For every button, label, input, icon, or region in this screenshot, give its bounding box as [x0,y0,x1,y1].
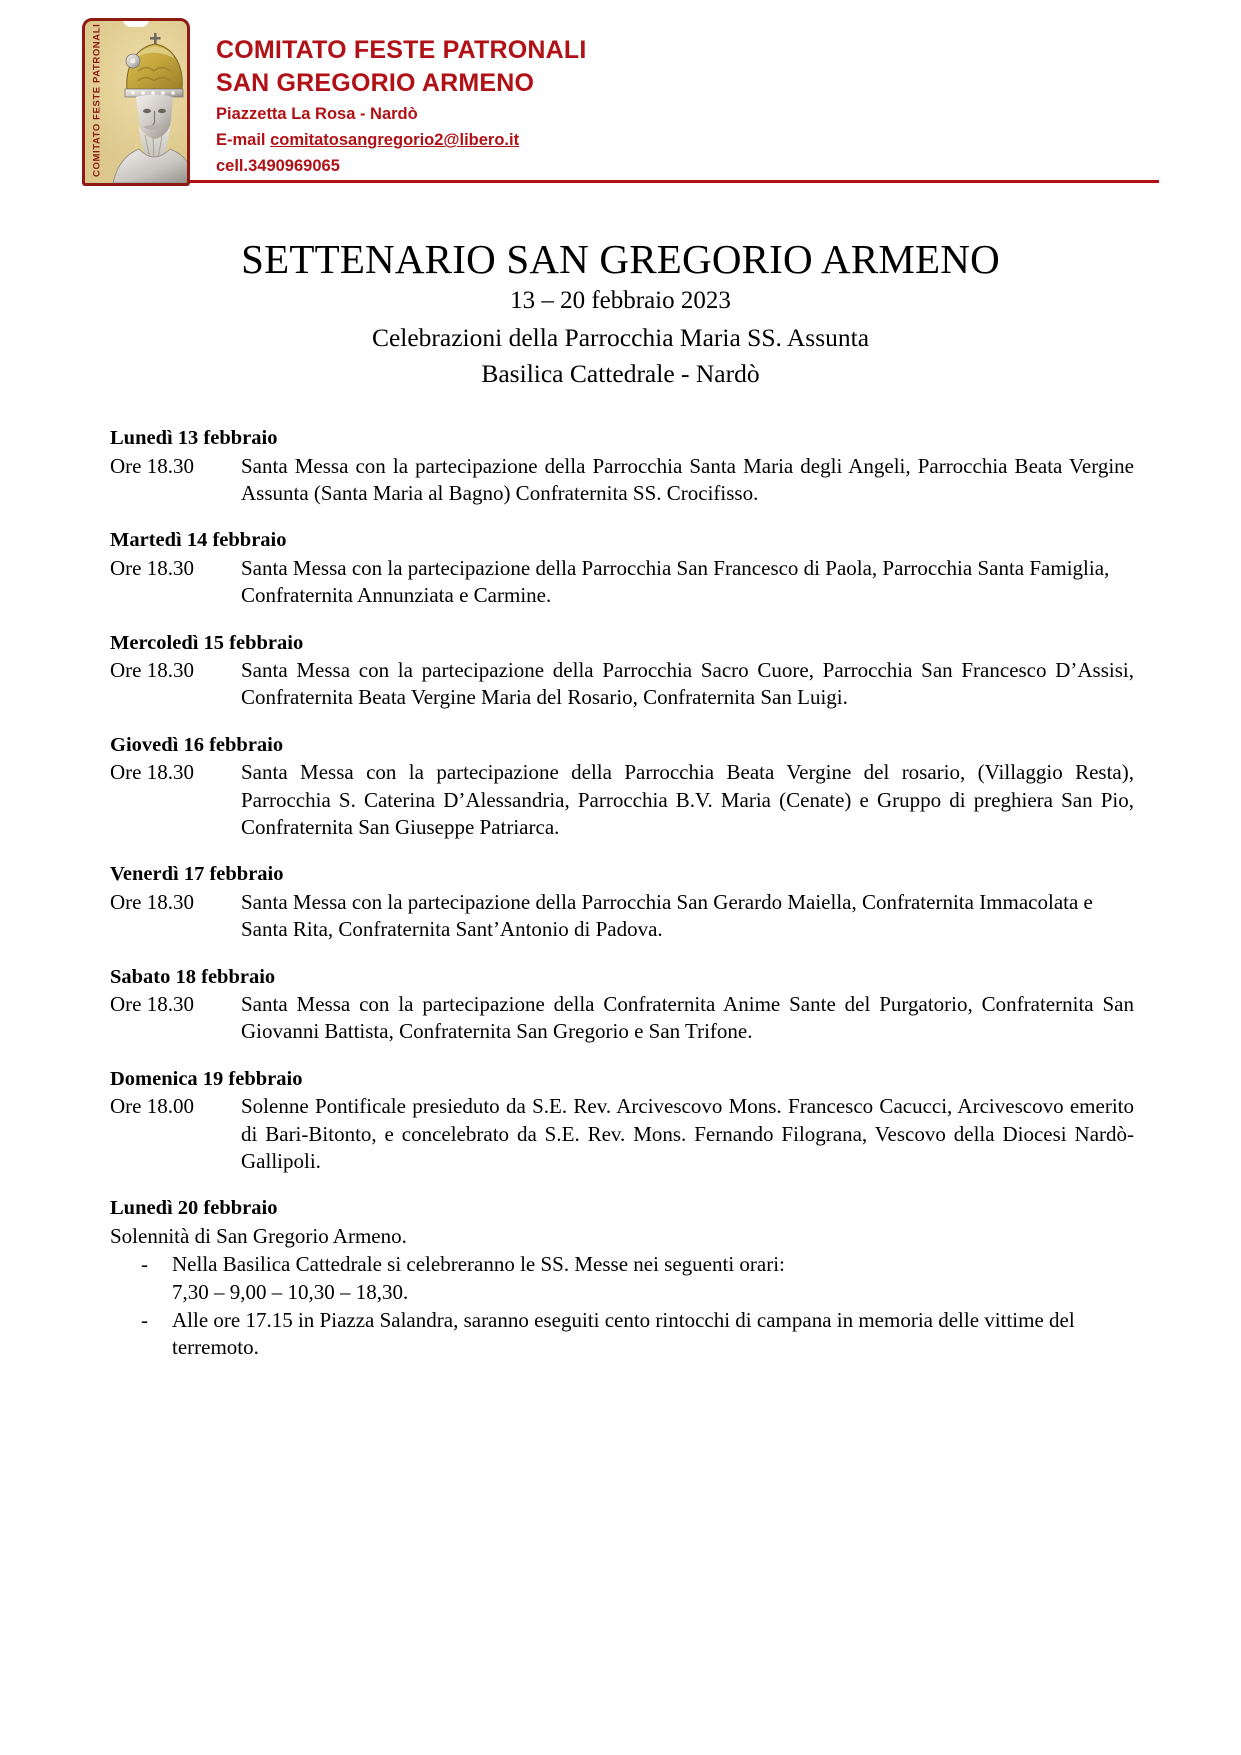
list-item [110,1251,1134,1306]
list-item-subtext: 7,30 – 9,00 – 10,30 – 18,30. [172,1279,409,1304]
final-day-intro: Solennità di San Gregorio Armeno. [110,1223,407,1248]
list-item [110,1307,1134,1362]
schedule-list [110,425,1134,1361]
day-entry [110,1093,1134,1175]
page-title: SETTENARIO SAN GREGORIO ARMENO [241,236,1000,282]
day-entry [110,991,1134,1046]
title-subtitle-1: Celebrazioni della Parrocchia Maria SS. Assunta [371,322,870,352]
title-dates: 13 – 20 febbraio 2023 [510,287,731,315]
day-entry [110,555,1134,610]
email-label: E-mail [216,131,266,150]
org-phone: cell.3490969065 [216,157,340,176]
badge-notch [123,18,149,27]
day-heading: Lunedì 13 febbraio [110,427,278,450]
title-block [0,237,1241,391]
dash-marker: - [141,1252,148,1277]
entry-description: Santa Messa con la partecipazione della Parrocchia San Gerardo Maiella, Confraternita Immacolata e Santa Rita, Confraternita Sant’Antonio di Padova. [241,889,1093,942]
title-subtitle-2: Basilica Cattedrale - Nardò [481,359,760,389]
final-day-items [110,1251,1134,1361]
dash-marker: - [141,1307,148,1332]
schedule-day [110,425,1134,507]
org-email-row [216,130,587,151]
schedule-day [110,964,1134,1046]
schedule-day [110,1066,1134,1176]
schedule-day-final [110,1195,1134,1361]
entry-description: Santa Messa con la partecipazione della Parrocchia Beata Vergine del rosario, (Villaggio Resta), Parrocchia S. Caterina D’Alessandria, Parrocchia B.V. Maria (Cenate) e Gruppo di preghiera San Pio, Confraternita San Giuseppe Patriarca. [241,760,1134,840]
schedule-day [110,527,1134,609]
entry-description: Solenne Pontificale presieduto da S.E. Rev. Arcivescovo Mons. Francesco Cacucci, Arcivescovo emerito di Bari-Bitonto, e concelebrato da S.E. Rev. Mons. Fernando Filograna, Vescovo della Diocesi Nardò-Gallipoli. [241,1094,1134,1174]
schedule-day [110,732,1134,842]
day-heading: Venerdì 17 febbraio [110,863,284,886]
list-item-text: Nella Basilica Cattedrale si celebreranno le SS. Messe nei seguenti orari: [172,1252,785,1277]
entry-time: Ore 18.00 [110,1094,194,1119]
day-entry [110,889,1134,944]
day-heading: Mercoledì 15 febbraio [110,631,304,654]
committee-logo-badge [82,18,190,186]
list-item-body [172,1251,1134,1306]
entry-description: Santa Messa con la partecipazione della Parrocchia Santa Maria degli Angeli, Parrocchia Beata Vergine Assunta (Santa Maria al Bagno) Confraternita SS. Crocifisso. [241,453,1134,506]
entry-description: Santa Messa con la partecipazione della Confraternita Anime Sante del Purgatorio, Confraternita San Giovanni Battista, Confraternita San Gregorio e San Trifone. [241,992,1134,1044]
entry-description: Santa Messa con la partecipazione della Parrocchia San Francesco di Paola, Parrocchia Santa Famiglia, Confraternita Annunziata e Carmine. [241,555,1110,608]
letterhead [0,0,1241,177]
day-entry [110,453,1134,508]
day-heading: Martedì 14 febbraio [110,529,287,552]
org-name-line1: COMITATO FESTE PATRONALI [216,36,587,64]
day-entry [110,657,1134,712]
schedule-day [110,861,1134,943]
entry-description: Santa Messa con la partecipazione della Parrocchia Sacro Cuore, Parrocchia San Francesco D’Assisi, Confraternita Beata Vergine Maria del Rosario, Confraternita San Luigi. [241,658,1134,710]
entry-time: Ore 18.30 [110,453,194,478]
entry-time: Ore 18.30 [110,658,194,683]
letterhead-text-block [216,18,587,177]
saint-statue-icon [105,31,190,183]
email-link[interactable]: comitatosangregorio2@libero.it [270,131,520,150]
list-item-text: Alle ore 17.15 in Piazza Salandra, saranno eseguiti cento rintocchi di campana in memoria delle vittime del terremoto. [172,1307,1075,1360]
day-heading: Sabato 18 febbraio [110,965,276,988]
org-address: Piazzetta La Rosa - Nardò [216,105,418,123]
day-heading: Lunedì 20 febbraio [110,1197,278,1220]
list-item-body [172,1307,1134,1362]
day-heading: Giovedì 16 febbraio [110,733,284,756]
logo-vertical-label: COMITATO FESTE PATRONALI [91,23,103,177]
schedule-day [110,630,1134,712]
header-divider [82,180,1159,183]
entry-time: Ore 18.30 [110,555,194,580]
entry-time: Ore 18.30 [110,760,194,785]
day-entry [110,759,1134,841]
entry-time: Ore 18.30 [110,992,194,1017]
day-heading: Domenica 19 febbraio [110,1067,303,1090]
org-name-line2: SAN GREGORIO ARMENO [216,69,535,97]
entry-time: Ore 18.30 [110,889,194,914]
